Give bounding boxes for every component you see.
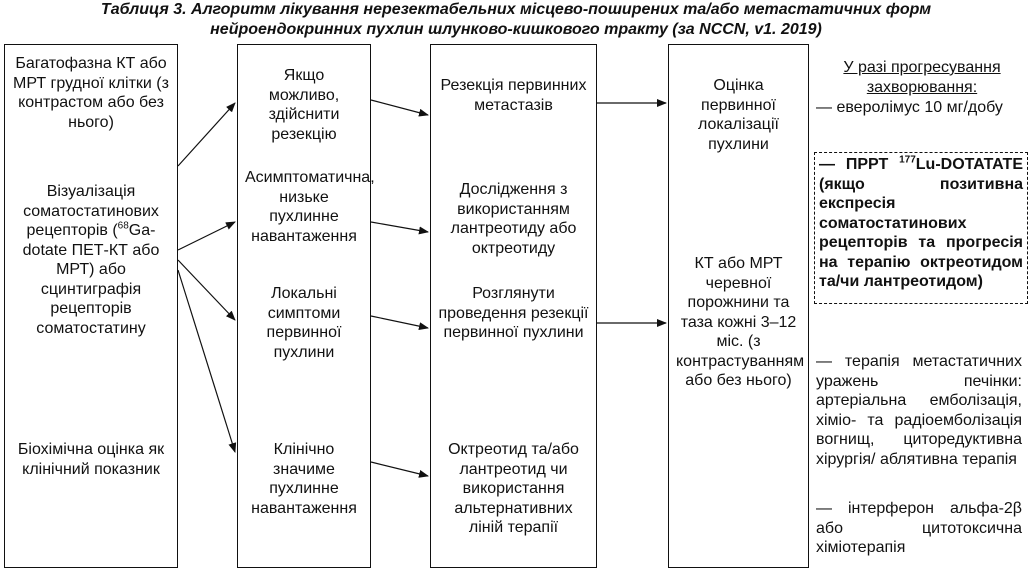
prrt-post: Lu-DOTATATE (якщо позитивна експресія соматостатинових рецепторів та прогресія на терапію октреотидом та/чи лантреотидом) [819,156,1023,290]
condition-asymptomatic: Асимптоматична, низьке пухлинне навантаження [245,169,375,245]
arrow-significant-to-octreotide [371,462,428,476]
condition-resectable: Якщо можливо, здійснити резекцію [268,67,340,143]
arrow-diag-to-asymptomatic [178,222,235,250]
arrow-diag-to-significant-burden [178,270,235,452]
diagnostic-ct-mri-chest: Багатофазна КТ або МРТ грудної клітки (з контрастом або без нього) [13,55,169,131]
arrow-local-to-primary-resection [371,316,428,328]
arrow-diag-to-resectable [178,103,235,166]
condition-local-symptoms: Локальні симптоми первинної пухлини [266,285,342,361]
monitoring-primary-localization: Оцінка первинної локалізації пухлини [698,77,779,153]
receptor-imaging-pre: Візуалізація соматостатинових рецепторів ( [23,183,159,239]
treatment-octreotide-alternatives: Октреотид та/або лантреотид чи використання альтернативних ліній терапії [448,441,579,536]
arrow-diag-to-local-symptoms [178,260,235,320]
condition-significant-burden: Клінічно значиме пухлинне навантаження [251,441,357,517]
progression-liver-therapy: — терапія метастатичних уражень печінки: артеріальна емболізація, хіміо- та радіоемболізація вогнищ, циторедуктивна хірургія/ аблятивна терапія [816,353,1022,468]
treatment-resection-metastases: Резекція первинних метастазів [440,77,587,114]
treatment-consider-primary-resection: Розглянути проведення резекції первинної пухлини [438,285,589,341]
isotope-superscript-177: 177 [899,154,916,166]
receptor-imaging-post: Ga-dotate ПЕТ-КТ або МРТ) або сцинтиграфія рецепторів соматостатину [22,222,160,337]
isotope-superscript-68: 68 [117,220,129,232]
progression-interferon: — інтерферон альфа-2β або цитотоксична хіміотерапія [816,500,1022,556]
prrt-pre: — ПРРТ [819,156,900,173]
progression-everolimus: — еверолімус 10 мг/добу [816,99,1003,116]
arrow-asymptomatic-to-study [371,222,428,232]
arrow-resectable-to-resection [371,100,428,115]
monitoring-ct-mri-abdomen: КТ або МРТ черевної порожнини та таза кожні 3–12 міс. (з контрастуванням або без нього) [676,255,805,389]
progression-header: У разі прогресування захворювання: [843,59,1001,96]
caption-line-2: нейроендокринних пухлин шлунково-кишкового тракту (за NCCN, v1. 2019) [210,21,822,38]
treatment-study-lanreotide-octreotide: Дослідження з використанням лантреотиду або октреотиду [450,181,577,257]
caption-line-1: Таблиця 3. Алгоритм лікування нерезектабельних місцево-поширених та/або метастатичних форм [100,1,932,18]
diagnostic-biochemical: Біохімічна оцінка як клінічний показник [17,441,165,478]
